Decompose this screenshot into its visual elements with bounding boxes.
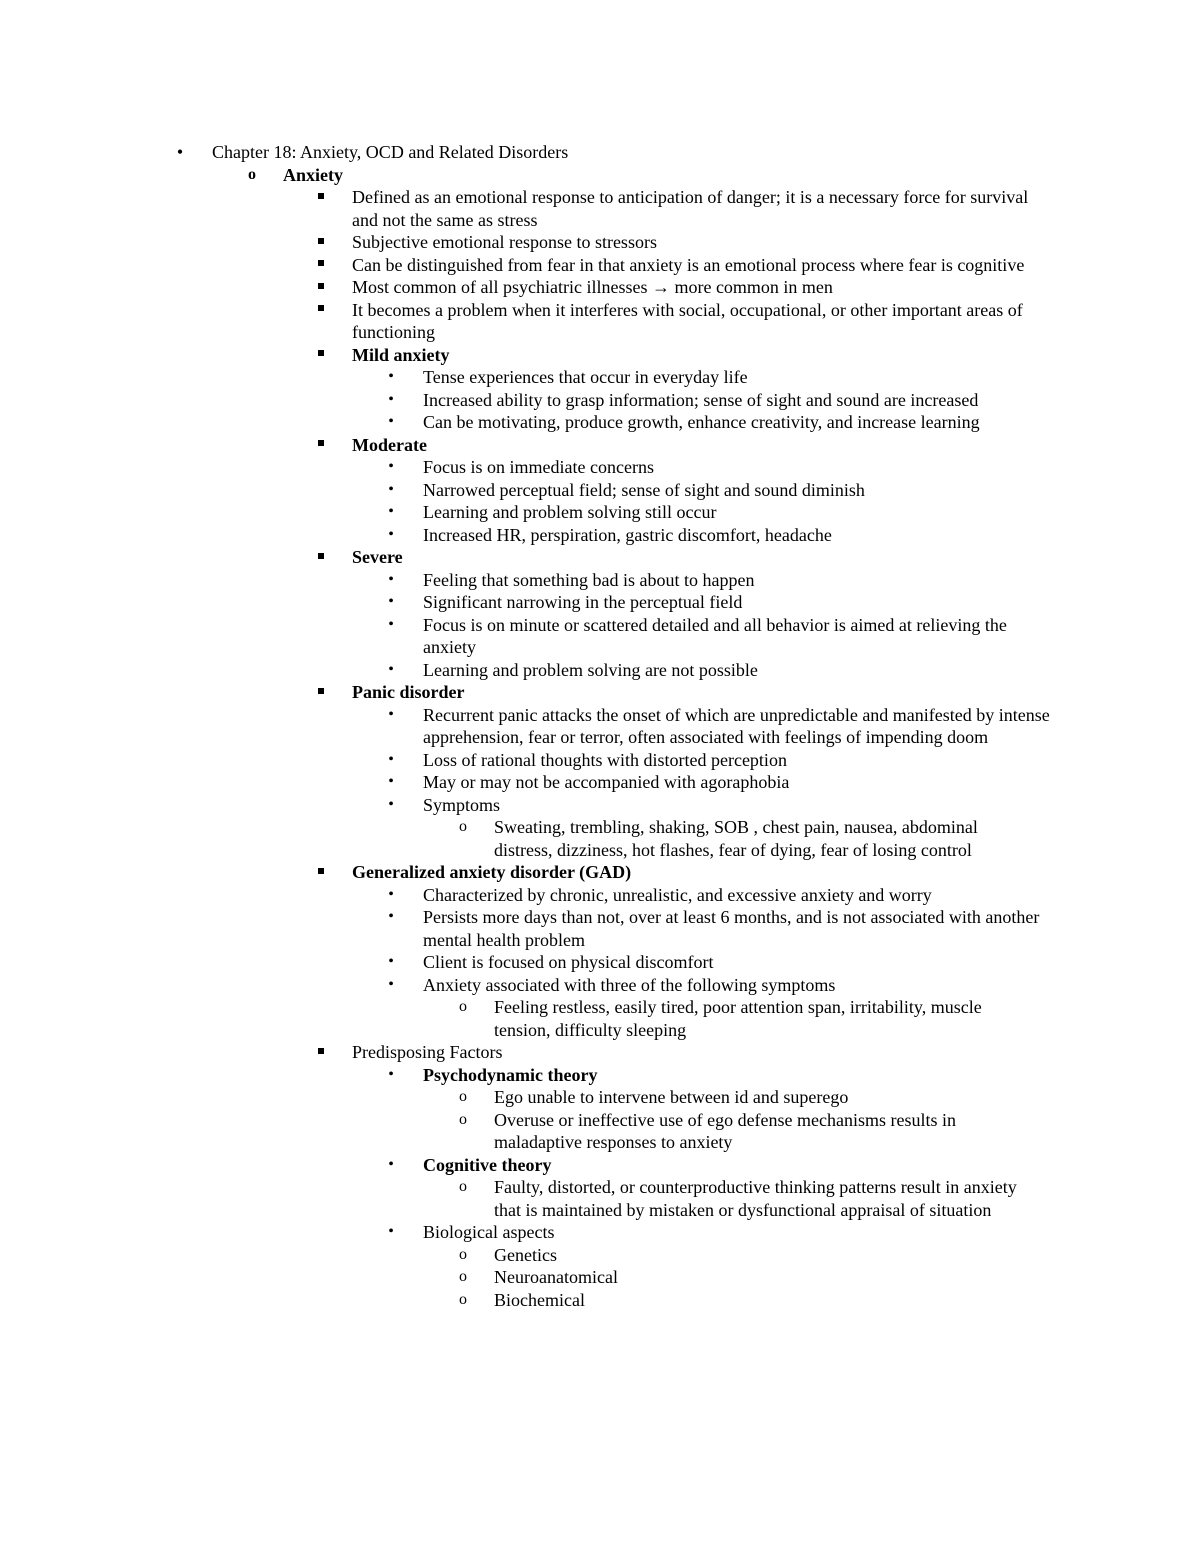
outline-item-text: Feeling that something bad is about to happen	[423, 569, 755, 590]
outline-item-text: May or may not be accompanied with agoraphobia	[423, 772, 790, 792]
square-bullet-icon	[311, 344, 331, 367]
square-bullet-mark	[318, 260, 324, 266]
circle-bullet-icon: o	[459, 1088, 467, 1105]
outline-item	[0, 794, 1063, 817]
outline-item-text: Psychodynamic theory	[423, 1064, 598, 1085]
circle-bullet-icon: o	[248, 165, 256, 183]
circle-bullet-icon: o	[459, 1110, 467, 1128]
outline-item-text: Feeling restless, easily tired, poor attention span, irritability, muscle tension, difficulty sleeping	[494, 997, 982, 1040]
circle-bullet-icon: o	[459, 818, 467, 835]
disc-bullet-icon: •	[176, 142, 184, 162]
outline-item	[0, 996, 1034, 1041]
disc-bullet-icon: •	[388, 705, 394, 723]
disc-bullet-icon: •	[388, 795, 394, 813]
outline-item	[0, 1266, 1034, 1289]
outline-item-text: Biological aspects	[423, 1222, 555, 1242]
outline-item-text: Ego unable to intervene between id and superego	[494, 1087, 849, 1107]
disc-bullet-icon: •	[388, 1155, 394, 1173]
disc-bullet-icon: •	[388, 458, 394, 475]
outline-item-text: Learning and problem solving are not possible	[423, 659, 758, 680]
outline-item	[0, 681, 1032, 704]
circle-bullet-icon: o	[459, 1268, 467, 1285]
square-bullet-icon	[311, 186, 331, 209]
outline-item-text: Recurrent panic attacks the onset of which are unpredictable and manifested by intense apprehension, fear or terror, often associated with feelings of impending doom	[423, 704, 1050, 747]
outline-item-text: Mild anxiety	[352, 344, 450, 365]
square-bullet-mark	[318, 350, 324, 356]
outline-item	[0, 884, 1063, 907]
square-bullet-icon	[311, 681, 331, 704]
outline-item	[0, 479, 1063, 502]
disc-bullet-icon: •	[388, 773, 394, 790]
outline-item	[0, 1176, 1034, 1221]
outline-item	[0, 456, 1063, 479]
outline-item	[0, 1244, 1034, 1267]
disc-bullet-icon: •	[388, 975, 394, 993]
outline-item	[0, 906, 1063, 951]
outline-item	[0, 434, 1032, 457]
outline-item	[0, 1064, 1063, 1087]
outline-item-text: Anxiety associated with three of the following symptoms	[423, 974, 836, 995]
outline-item-text: Increased HR, perspiration, gastric discomfort, headache	[423, 524, 832, 545]
outline-item-text: Persists more days than not, over at least 6 months, and is not associated with another mental health problem	[423, 907, 1040, 950]
outline-item	[0, 704, 1063, 749]
outline-item-text: Overuse or ineffective use of ego defense mechanisms results in maladaptive responses to anxiety	[494, 1109, 957, 1152]
square-bullet-mark	[318, 1048, 324, 1054]
outline-item	[0, 524, 1063, 547]
square-bullet-mark	[318, 283, 324, 289]
square-bullet-mark	[318, 305, 324, 311]
outline-item-text: Generalized anxiety disorder (GAD)	[352, 862, 632, 882]
outline-item-text: Neuroanatomical	[494, 1267, 618, 1287]
outline-item-text: Cognitive theory	[423, 1154, 552, 1175]
circle-bullet-icon: o	[459, 1290, 467, 1308]
disc-bullet-icon: •	[388, 660, 394, 678]
disc-bullet-icon: •	[388, 390, 394, 408]
outline-item	[0, 1109, 1034, 1154]
disc-bullet-icon: •	[388, 593, 394, 610]
outline-item	[0, 164, 1003, 187]
outline-item-text: Moderate	[352, 434, 427, 455]
outline-item-text: Loss of rational thoughts with distorted perception	[423, 749, 787, 770]
disc-bullet-icon: •	[388, 750, 394, 768]
outline-item-text: Anxiety	[283, 164, 343, 185]
outline-item-text: Client is focused on physical discomfort	[423, 952, 714, 972]
square-bullet-icon	[311, 299, 331, 322]
outline-item-text: Symptoms	[423, 794, 501, 815]
square-bullet-mark	[318, 553, 324, 559]
disc-bullet-icon: •	[388, 413, 394, 430]
outline-item-text: Subjective emotional response to stressors	[352, 232, 657, 252]
outline-item	[0, 1154, 1063, 1177]
outline-item	[0, 186, 1032, 231]
outline-item	[0, 614, 1063, 659]
outline-item	[0, 591, 1063, 614]
outline-item-text: Most common of all psychiatric illnesses → more common in men	[352, 277, 833, 297]
square-bullet-icon	[311, 231, 331, 254]
outline-item-text: Predisposing Factors	[352, 1042, 503, 1062]
outline-item-text: Severe	[352, 547, 403, 567]
outline-item	[0, 951, 1063, 974]
disc-bullet-icon: •	[388, 1065, 394, 1083]
disc-bullet-icon: •	[388, 885, 394, 903]
outline-item	[0, 254, 1032, 277]
outline-item-text: Characterized by chronic, unrealistic, and excessive anxiety and worry	[423, 884, 932, 905]
disc-bullet-icon: •	[388, 503, 394, 520]
square-bullet-icon	[311, 276, 331, 299]
square-bullet-icon	[311, 1041, 331, 1064]
outline-item-text: Defined as an emotional response to anticipation of danger; it is a necessary force for survival and not the same as stress	[352, 187, 1029, 230]
outline-item-text: Faulty, distorted, or counterproductive thinking patterns result in anxiety that is maintained by mistaken or dysfunctional appraisal of situation	[494, 1177, 1017, 1220]
outline-item-text: Can be distinguished from fear in that anxiety is an emotional process where fear is cognitive	[352, 254, 1025, 275]
disc-bullet-icon: •	[388, 908, 394, 925]
disc-bullet-icon: •	[388, 1223, 394, 1240]
outline-item	[0, 974, 1063, 997]
outline-item-text: Tense experiences that occur in everyday life	[423, 367, 748, 387]
circle-bullet-icon: o	[459, 1178, 467, 1195]
outline-item-text: Narrowed perceptual field; sense of sight and sound diminish	[423, 479, 865, 500]
outline-item-text: Significant narrowing in the perceptual field	[423, 592, 743, 612]
outline-item	[0, 659, 1063, 682]
outline-item	[0, 231, 1032, 254]
disc-bullet-icon: •	[388, 615, 394, 633]
disc-bullet-icon: •	[388, 570, 394, 588]
square-bullet-icon	[311, 254, 331, 277]
disc-bullet-icon: •	[388, 368, 394, 385]
outline-item-text: Biochemical	[494, 1289, 585, 1310]
outline-item	[0, 861, 1032, 884]
square-bullet-icon	[311, 434, 331, 457]
outline-item	[0, 749, 1063, 772]
outline-item	[0, 344, 1032, 367]
square-bullet-mark	[318, 238, 324, 244]
document-page	[0, 141, 1200, 1311]
circle-bullet-icon: o	[459, 998, 467, 1015]
outline-item	[0, 276, 1032, 299]
outline-item-text: Sweating, trembling, shaking, SOB , chest pain, nausea, abdominal distress, dizziness, hot flashes, fear of dying, fear of losing control	[494, 817, 978, 860]
square-bullet-mark	[318, 688, 324, 694]
outline-item-text: Genetics	[494, 1244, 557, 1265]
disc-bullet-icon: •	[388, 480, 394, 498]
outline-item	[0, 141, 912, 164]
outline-item-text: Learning and problem solving still occur	[423, 502, 717, 522]
outline-item	[0, 569, 1063, 592]
outline-item	[0, 389, 1063, 412]
outline-item-text: Focus is on minute or scattered detailed and all behavior is aimed at relieving the anxiety	[423, 614, 1007, 657]
outline-item-text: It becomes a problem when it interferes with social, occupational, or other important areas of functioning	[352, 299, 1023, 342]
disc-bullet-icon: •	[388, 525, 394, 543]
outline-item	[0, 546, 1032, 569]
circle-bullet-icon: o	[459, 1245, 467, 1263]
outline-item	[0, 771, 1063, 794]
outline-item	[0, 299, 1032, 344]
outline-item-text: Chapter 18: Anxiety, OCD and Related Disorders	[212, 142, 569, 162]
square-bullet-mark	[318, 193, 324, 199]
outline-item-text: Increased ability to grasp information; sense of sight and sound are increased	[423, 389, 979, 410]
outline-item	[0, 366, 1063, 389]
outline-item-text: Can be motivating, produce growth, enhance creativity, and increase learning	[423, 412, 980, 432]
outline-item	[0, 1086, 1034, 1109]
outline-item	[0, 1289, 1034, 1312]
outline-item-text: Focus is on immediate concerns	[423, 457, 654, 477]
disc-bullet-icon: •	[388, 953, 394, 970]
square-bullet-mark	[318, 440, 324, 446]
outline-item	[0, 501, 1063, 524]
outline-item	[0, 1041, 1032, 1064]
outline-item	[0, 816, 1034, 861]
square-bullet-icon	[311, 546, 331, 569]
outline-item-text: Panic disorder	[352, 682, 465, 702]
square-bullet-mark	[318, 868, 324, 874]
outline-item	[0, 411, 1063, 434]
square-bullet-icon	[311, 861, 331, 884]
outline-item	[0, 1221, 1063, 1244]
